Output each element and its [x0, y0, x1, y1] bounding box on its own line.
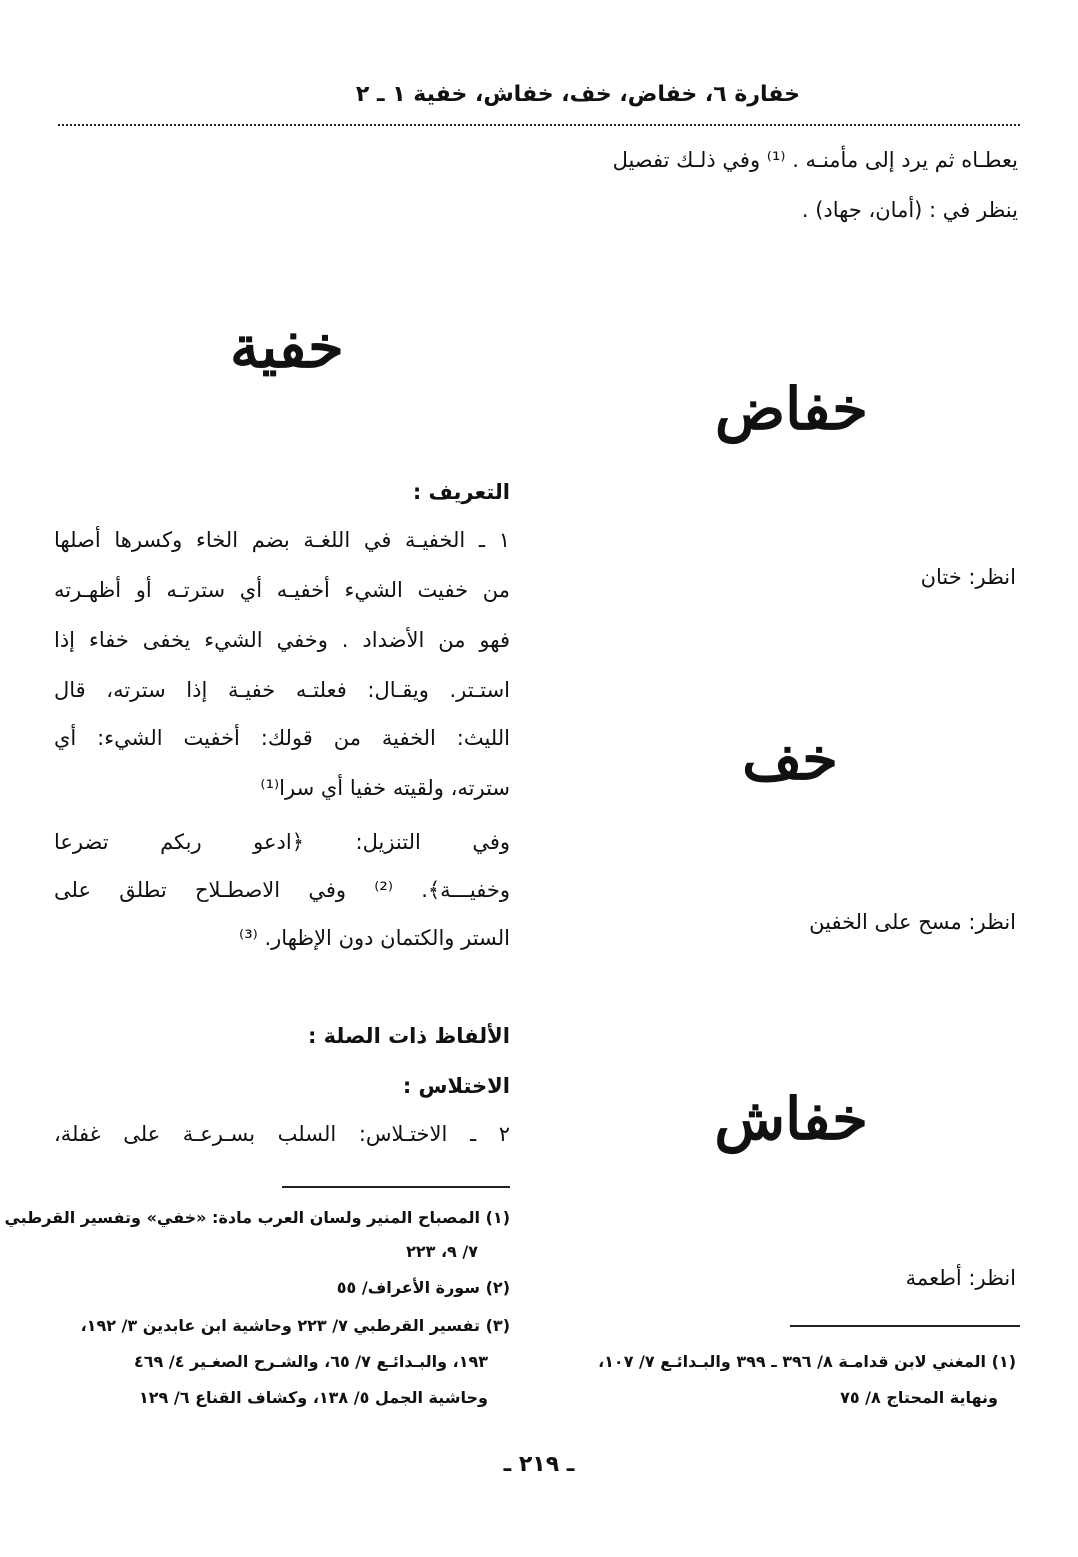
paragraph-line: ٢ ـ الاختـلاس: السلب بسـرعـة على غفلة،: [54, 1122, 510, 1146]
see-reference-mash: انظر: مسح على الخفين: [809, 910, 1016, 934]
paragraph-line: ١ ـ الخفيـة في اللغـة بضم الخاء وكسرها أصلها: [54, 528, 510, 552]
paragraph-line: استـتر. ويقـال: فعلتـه خفيـة إذا سترته، قال: [54, 678, 510, 702]
see-reference-atima: انظر: أطعمة: [905, 1266, 1016, 1290]
left-footnote-line: (١) المصباح المنير ولسان العرب مادة: «خفي» وتفسير القرطبي: [4, 1208, 510, 1227]
left-footnote-line: ١٩٣، والبـدائـع ٧/ ٦٥، والشـرح الصغـير ٤/ ٤٦٩: [134, 1352, 488, 1371]
paragraph-line: الليث: الخفية من قولك: أخفيت الشيء: أي: [54, 726, 510, 750]
right-footnote-line: ونهاية المحتاج ٨/ ٧٥: [840, 1388, 998, 1407]
ikhtilas-label: الاختلاس :: [402, 1074, 510, 1098]
left-footnote-divider: [282, 1186, 510, 1188]
right-footnote-divider: [790, 1325, 1020, 1327]
left-footnote-line: (٢) سورة الأعراف/ ٥٥: [336, 1278, 510, 1297]
paragraph-line: من خفيت الشيء أخفيـه أي سترتـه أو أظهـرته: [54, 578, 510, 602]
continuation-line-2: ينظر في : (أمان، جهاد) .: [801, 198, 1018, 222]
page-number: ـ ٢١٩ ـ: [503, 1452, 575, 1477]
definition-label: التعريف :: [412, 480, 510, 504]
related-terms-label: الألفاظ ذات الصلة :: [307, 1024, 510, 1048]
paragraph-line: سترته، ولقيته خفيا أي سرا⁽¹⁾: [260, 776, 510, 800]
entry-heading-khuffash: خفاش: [714, 1085, 868, 1153]
header-divider: [58, 124, 1020, 126]
entry-heading-khuff: خف: [742, 725, 838, 793]
paragraph-line: الستر والكتمان دون الإظهار. ⁽³⁾: [239, 926, 510, 950]
left-footnote-line: (٣) تفسير القرطبي ٧/ ٢٢٣ وحاشية ابن عابدين ٣/ ١٩٢،: [80, 1316, 510, 1335]
see-reference-khitan: انظر: ختان: [920, 565, 1016, 589]
left-footnote-line: وحاشية الجمل ٥/ ١٣٨، وكشاف القناع ٦/ ١٢٩: [139, 1388, 488, 1407]
left-footnote-line: ٧/ ٩، ٢٢٣: [406, 1242, 478, 1261]
paragraph-line: فهو من الأضداد . وخفي الشيء يخفى خفاء إذا: [54, 628, 510, 652]
paragraph-line: وفي التنزيل: ﴿ادعو ربكم تضرعا: [54, 830, 510, 854]
paragraph-line: وخفيـــة﴾. ⁽²⁾ وفي الاصطـلاح تطلق على: [54, 878, 510, 902]
entry-heading-khifad: خفاض: [715, 375, 868, 443]
right-footnote-line: (١) المغني لابن قدامـة ٨/ ٣٩٦ ـ ٣٩٩ والبـدائـع ٧/ ١٠٧،: [598, 1352, 1016, 1371]
running-header: خفارة ٦، خفاض، خف، خفاش، خفية ١ ـ ٢: [355, 82, 800, 107]
continuation-line-1: يعطـاه ثم يرد إلى مأمنـه . ⁽¹⁾ وفي ذلـك تفصيل: [612, 148, 1018, 172]
entry-heading-khifya: خفية: [230, 313, 344, 381]
